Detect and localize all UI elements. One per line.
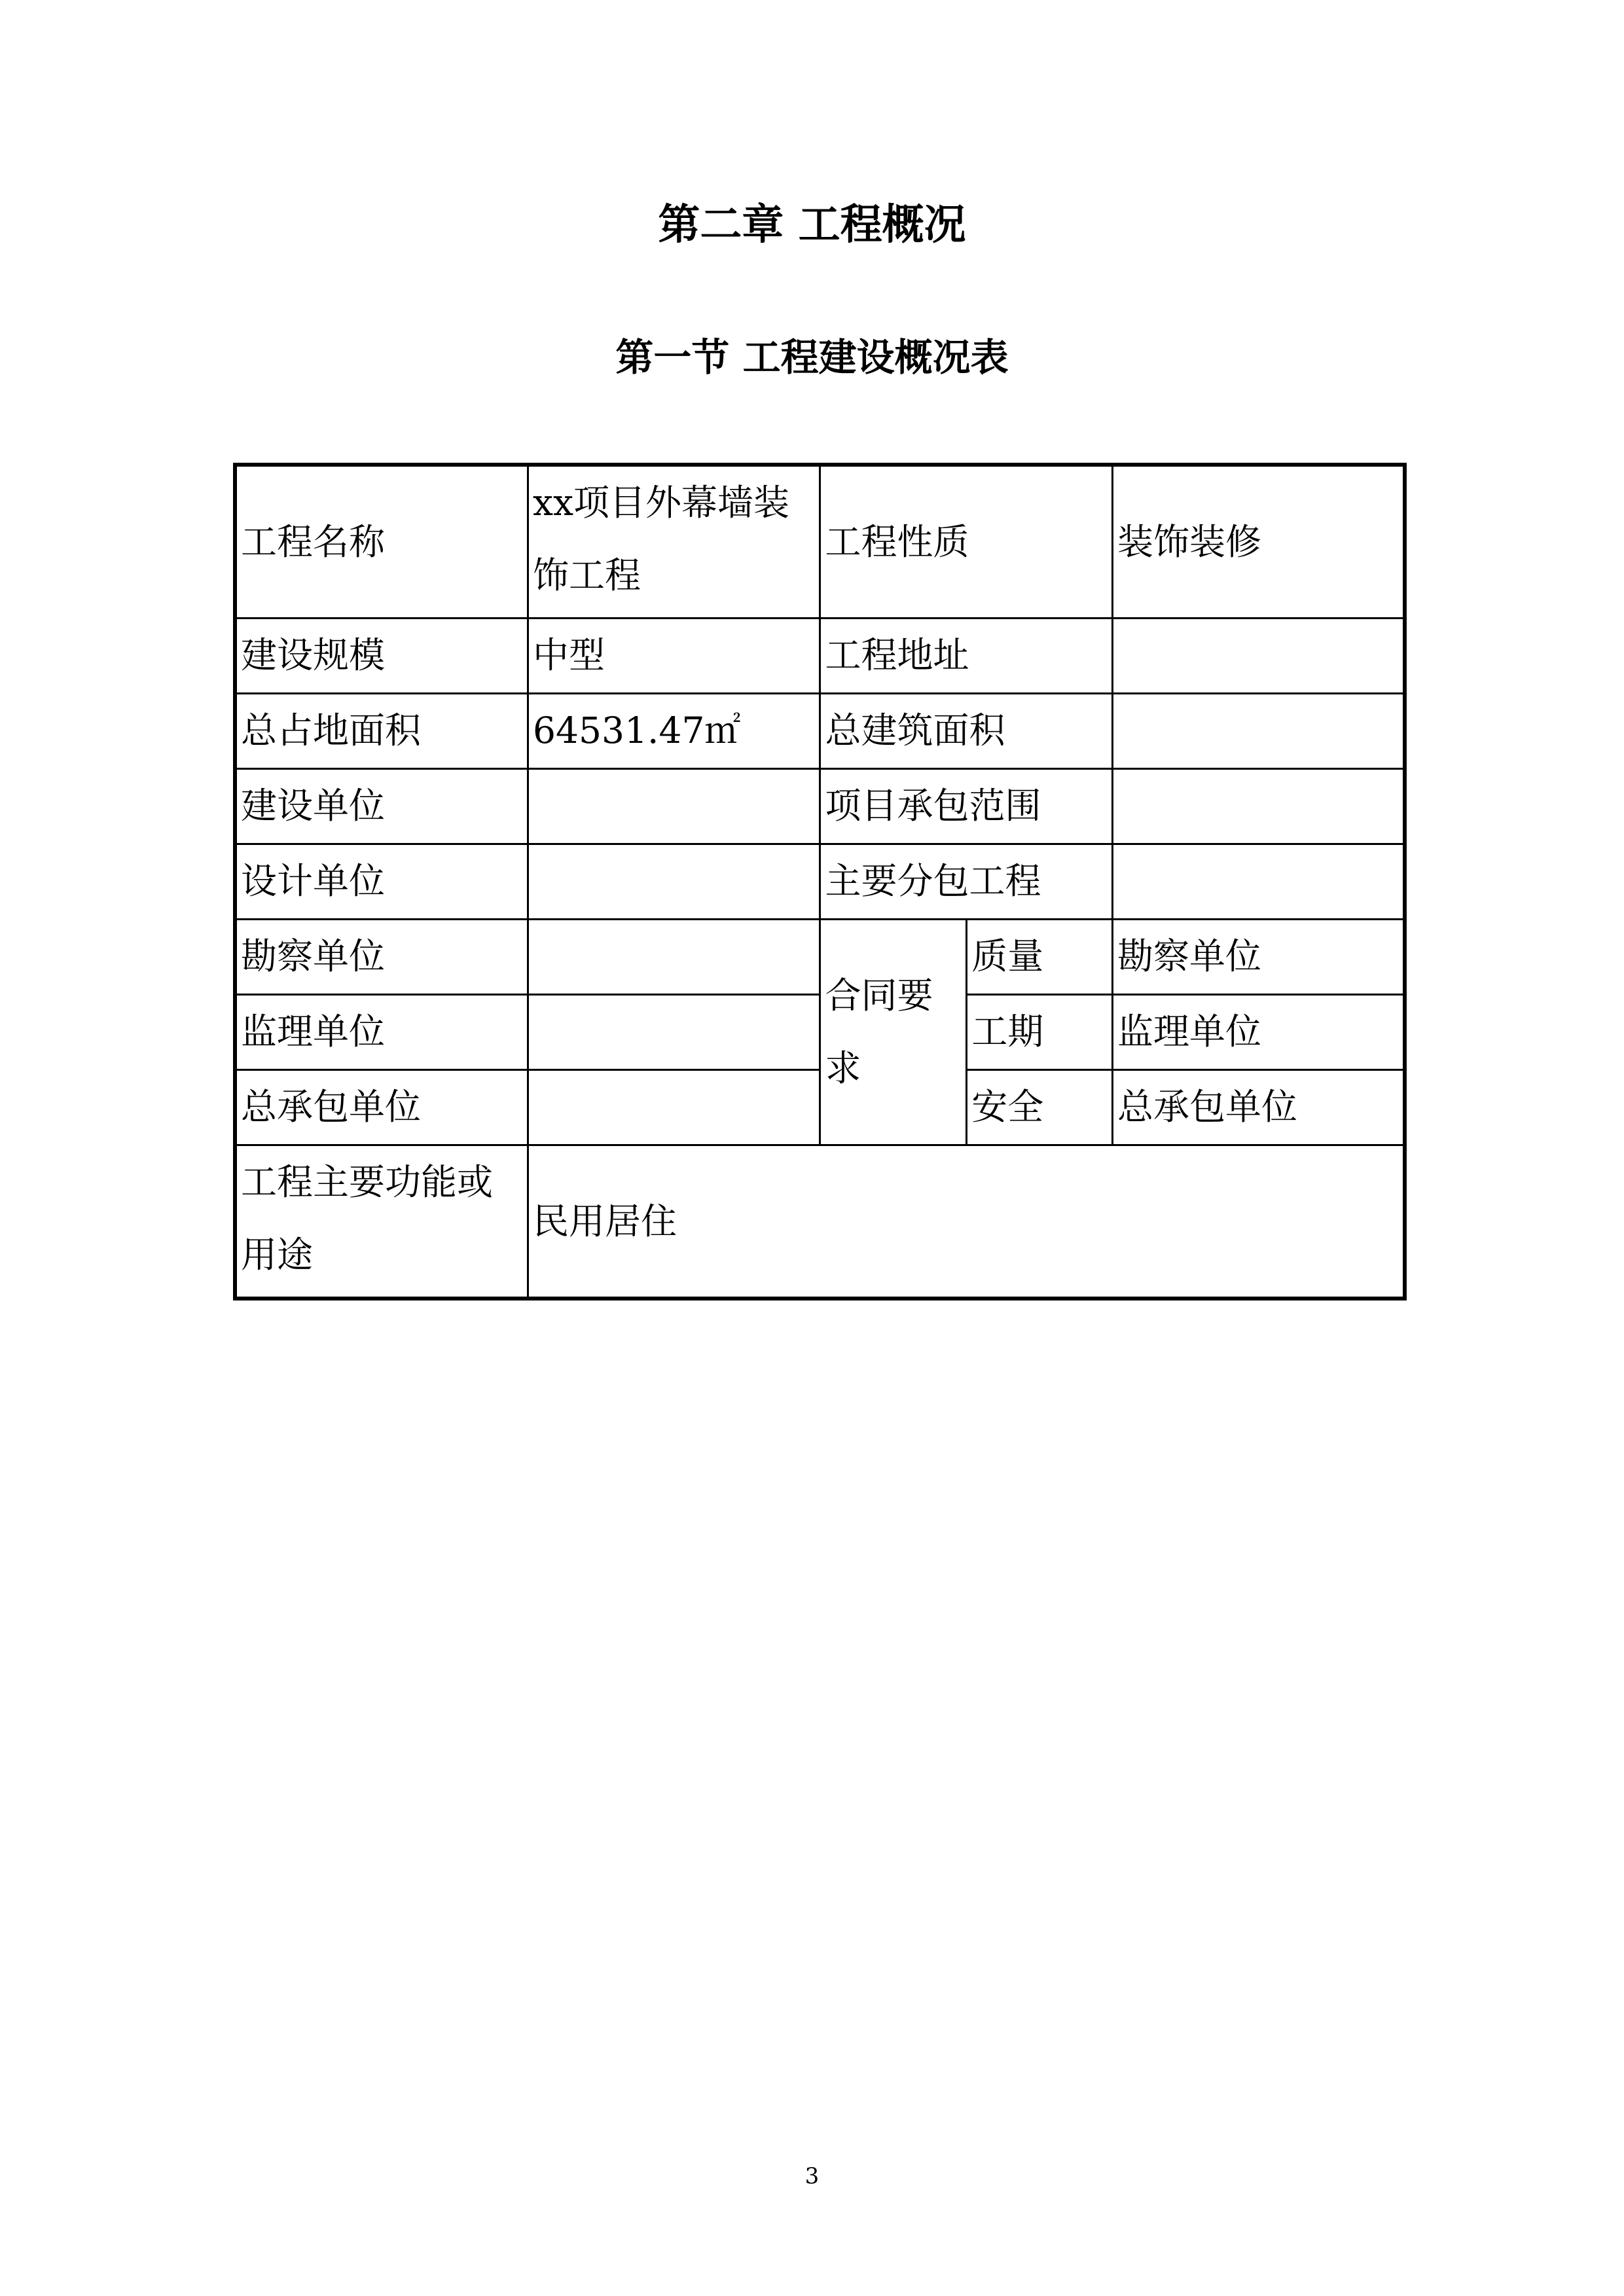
address-value	[1112, 619, 1405, 694]
general-contractor-label: 总承包单位	[235, 1070, 528, 1145]
table-row	[235, 995, 1405, 1070]
scale-value: 中型	[528, 619, 820, 694]
supervision-label: 监理单位	[235, 995, 528, 1070]
page-number: 3	[804, 2163, 820, 2189]
owner-label: 建设单位	[235, 769, 528, 844]
table-row	[235, 1070, 1405, 1145]
quality-value: 勘察单位	[1112, 920, 1405, 995]
duration-label: 工期	[967, 995, 1113, 1070]
table-row	[235, 619, 1405, 694]
contract-scope-label: 项目承包范围	[820, 769, 1113, 844]
table-row	[235, 465, 1405, 619]
chapter-title: 第二章 工程概况	[658, 201, 966, 249]
duration-value: 监理单位	[1112, 995, 1405, 1070]
building-area-label: 总建筑面积	[820, 694, 1113, 769]
survey-value	[528, 920, 820, 995]
table-row	[235, 1145, 1405, 1299]
general-contractor-value	[528, 1070, 820, 1145]
building-area-value	[1112, 694, 1405, 769]
safety-value: 总承包单位	[1112, 1070, 1405, 1145]
section-title: 第一节 工程建设概况表	[615, 335, 1009, 380]
project-name-value: xx项目外幕墙装饰工程	[528, 465, 820, 619]
function-label: 工程主要功能或用途	[235, 1145, 528, 1299]
table-row	[235, 769, 1405, 844]
function-value: 民用居住	[528, 1145, 1405, 1299]
subcontract-value	[1112, 844, 1405, 920]
project-nature-value: 装饰装修	[1112, 465, 1405, 619]
table-row	[235, 844, 1405, 920]
contract-scope-value	[1112, 769, 1405, 844]
design-value	[528, 844, 820, 920]
land-area-value: 64531.47㎡	[528, 694, 820, 769]
project-overview-table	[233, 463, 1407, 1300]
table-row	[235, 920, 1405, 995]
address-label: 工程地址	[820, 619, 1113, 694]
project-name-label: 工程名称	[235, 465, 528, 619]
contract-requirements-label: 合同要求	[820, 920, 967, 1145]
table-row	[235, 694, 1405, 769]
safety-label: 安全	[967, 1070, 1113, 1145]
scale-label: 建设规模	[235, 619, 528, 694]
supervision-value	[528, 995, 820, 1070]
quality-label: 质量	[967, 920, 1113, 995]
land-area-label: 总占地面积	[235, 694, 528, 769]
owner-value	[528, 769, 820, 844]
design-label: 设计单位	[235, 844, 528, 920]
project-nature-label: 工程性质	[820, 465, 1113, 619]
survey-label: 勘察单位	[235, 920, 528, 995]
subcontract-label: 主要分包工程	[820, 844, 1113, 920]
